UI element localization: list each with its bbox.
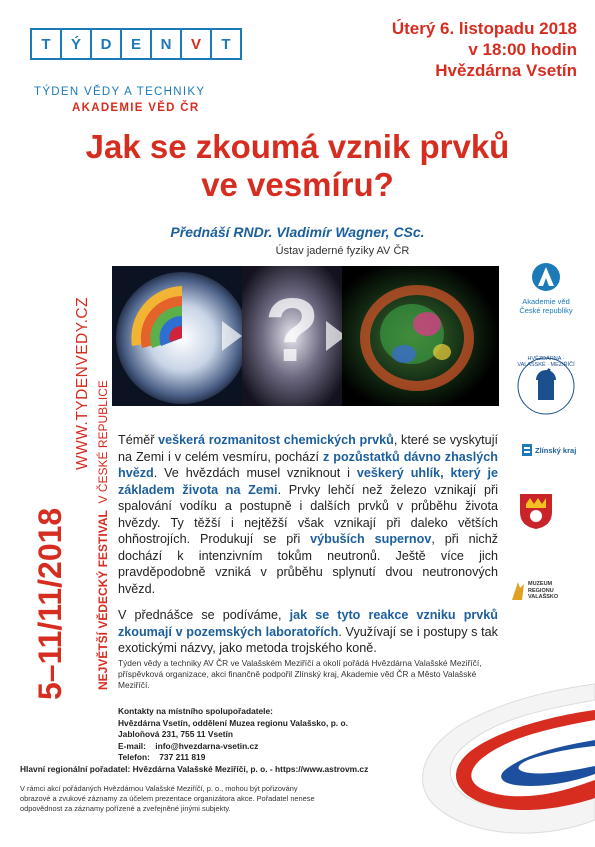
body-text: . Prvky lehčí než železo vznikají při spalování vodíku a postupně i dalších prvků v průběhu života hvězdy. Ty těžší i nejtěžší však vznikají při daleko větších ohňostrojích. Produkují se při xyxy=(118,482,498,546)
phone-label: Telefon: xyxy=(118,752,150,762)
tricolor-ribbon xyxy=(300,680,595,847)
email-label: E-mail: xyxy=(118,740,146,751)
logo-letter: T xyxy=(30,28,62,60)
festival-dates: 5–11/11/2018 xyxy=(32,507,68,700)
muzeum-label-3: VALAŠSKO xyxy=(528,594,559,601)
akademie-label-2: České republiky xyxy=(519,306,573,315)
institute: Ústav jaderné fyziky AV ČR xyxy=(275,245,410,257)
highlight-text: veškerá rozmanitost chemických prvků xyxy=(158,433,394,447)
svg-text:?: ? xyxy=(264,281,320,381)
contacts-org: Hvězdárna Vsetín, oddělení Muzea regionu Valašsko, p. o. xyxy=(118,717,348,728)
zlinsky-icon xyxy=(522,444,532,456)
tagline-week: TÝDEN VĚDY A TECHNIKY xyxy=(34,86,206,98)
muzeum-icon xyxy=(510,580,526,602)
logo-letter: D xyxy=(90,28,122,60)
organizer-info: Týden vědy a techniky AV ČR ve Valašském Meziříčí a okolí pořádá Hvězdárna Valašské Meziříčí, příspěvková organizace, akci finančně podpořil Zlínský kraj, Akademie věd ČR a Město Valašské Meziříčí. xyxy=(118,658,482,690)
lecture-title xyxy=(0,128,595,204)
event-day: Úterý 6. listopadu 2018 xyxy=(391,19,577,38)
main-organizer: Hlavní regionální pořadatel: Hvězdárna Valašské Meziříčí, p. o. - https://www.astrovm.cz xyxy=(20,764,369,774)
event-date xyxy=(392,18,577,81)
akademie-label-1: Akademie věd xyxy=(522,297,570,306)
logo-letter: E xyxy=(120,28,152,60)
body-text: V přednášce se podíváme, xyxy=(118,608,290,622)
zlinsky-kraj-logo xyxy=(522,444,576,456)
contacts-heading: Kontakty na místního spolupořadatele: xyxy=(118,706,273,716)
muzeum-logo xyxy=(510,580,558,602)
body-text: Téměř xyxy=(118,433,159,447)
description-paragraph-2 xyxy=(118,607,498,657)
logo-letter: T xyxy=(210,28,242,60)
recording-disclaimer: V rámci akcí pořádaných Hvězdárnou Valašské Meziříčí, p. o., mohou být pořizovány obrazové a zvukové záznamy za účelem prezentace organizátora akce. Pořadatel nenese odpovědnost za záznamy pořízené a zveřejněné jinými subjekty. xyxy=(20,784,315,813)
highlight-text: jak se tyto reakce vzniku prvků zkoumají v pozemských laboratořích xyxy=(118,608,498,639)
body-text: , které se vyskytují na Zemi i v celém vesmíru, pochází xyxy=(118,433,498,464)
muzeum-label-1: MUZEUM xyxy=(528,581,553,588)
phone-number: 737 211 819 xyxy=(159,752,206,762)
tydenvt-logo xyxy=(30,28,240,60)
event-time: v 18:00 hodin xyxy=(468,40,577,59)
muzeum-label-2: REGIONU xyxy=(528,587,554,594)
hero-image xyxy=(112,266,499,406)
festival-slogan-rest: V ČESKÉ REPUBLICE xyxy=(96,380,110,504)
speaker: Přednáší RNDr. Vladimír Wagner, CSc. xyxy=(170,224,425,240)
tagline-academy: AKADEMIE VĚD ČR xyxy=(72,102,200,114)
zlinsky-label: Zlínský kraj xyxy=(535,445,577,455)
akademie-icon xyxy=(531,262,561,292)
title-line-2: ve vesmíru? xyxy=(201,166,394,203)
email-link[interactable]: info@hvezdarna-vsetin.cz xyxy=(155,740,259,751)
logo-letter: V xyxy=(180,28,212,60)
city-coat-of-arms xyxy=(518,492,554,535)
logo-letter: Ý xyxy=(60,28,92,60)
highlight-text: z pozůstatků dávno zhaslých hvězd xyxy=(118,449,498,480)
contacts-address: Jabloňová 231, 755 11 Vsetín xyxy=(118,729,233,739)
festival-website[interactable]: WWW.TYDENVEDY.CZ xyxy=(74,296,91,470)
body-text: . Ve hvězdách musel vzniknout i xyxy=(153,466,357,480)
title-line-1: Jak se zkoumá vznik prvků xyxy=(85,128,510,165)
logo-letter: N xyxy=(150,28,182,60)
festival-slogan xyxy=(96,380,110,690)
akademie-logo xyxy=(510,262,582,315)
hvezdarna-ring-text: HVĚZDÁRNA · VALAŠSKÉ · MEZIŘÍČÍ xyxy=(517,356,575,368)
event-venue: Hvězdárna Vsetín xyxy=(435,61,577,80)
coat-of-arms-icon xyxy=(518,492,554,530)
lecture-description xyxy=(118,432,498,667)
highlight-text: výbuších supernov xyxy=(310,532,432,546)
body-text: . Využívají se i postupy s tak exotickými názvy, jako metoda trojského koně. xyxy=(118,624,498,655)
body-text: , při nichž dochází k intenzivním tokům neutronů. Ještě více jich pravděpodobně vzniká v průběhu splynutí dvou neutronových hvězd. xyxy=(118,532,498,596)
festival-slogan-bold: NEJVĚTŠÍ VĚDECKÝ FESTIVAL xyxy=(96,510,110,690)
highlight-text: veškerý uhlík, který je základem života na Zemi xyxy=(118,466,498,497)
hvezdarna-logo xyxy=(516,356,576,416)
description-paragraph-1 xyxy=(118,432,498,597)
